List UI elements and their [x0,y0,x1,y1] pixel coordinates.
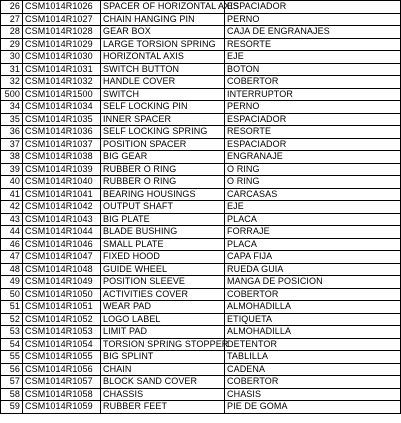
description-spanish-cell: RESORTE [225,126,401,139]
table-row [1,401,401,414]
row-number-cell: 28 [1,26,23,39]
part-code-cell: CSM1014R1038 [23,151,101,164]
parts-table-body [1,1,401,414]
row-number-cell: 30 [1,51,23,64]
description-spanish-cell: EJE [225,51,401,64]
table-row [1,301,401,314]
part-code-cell: CSM1014R1041 [23,188,101,201]
description-english-cell: LOGO LABEL [101,313,225,326]
row-number-cell: 36 [1,126,23,139]
description-english-cell: LIMIT PAD [101,326,225,339]
description-spanish-cell: CHASIS [225,388,401,401]
row-number-cell: 48 [1,263,23,276]
description-english-cell: GUIDE WHEEL [101,263,225,276]
row-number-cell: 57 [1,376,23,389]
part-code-cell: CSM1014R1057 [23,376,101,389]
description-english-cell: CHAIN [101,363,225,376]
part-code-cell: CSM1014R1040 [23,176,101,189]
description-english-cell: SWITCH BUTTON [101,63,225,76]
part-code-cell: CSM1014R1028 [23,26,101,39]
row-number-cell: 47 [1,251,23,264]
description-english-cell: HANDLE COVER [101,76,225,89]
description-spanish-cell: ALMOHADILLA [225,301,401,314]
description-english-cell: INNER SPACER [101,113,225,126]
description-english-cell: TORSION SPRING STOPPER [101,338,225,351]
table-row [1,1,401,14]
description-spanish-cell: CADENA [225,363,401,376]
row-number-cell: 52 [1,313,23,326]
table-row [1,213,401,226]
part-code-cell: CSM1014R1034 [23,101,101,114]
description-english-cell: POSITION SPACER [101,138,225,151]
description-spanish-cell: PERNO [225,101,401,114]
table-row [1,138,401,151]
description-spanish-cell: CARCASAS [225,188,401,201]
description-spanish-cell: PIE DE GOMA [225,401,401,414]
row-number-cell: 27 [1,13,23,26]
table-row [1,226,401,239]
table-row [1,288,401,301]
row-number-cell: 29 [1,38,23,51]
table-row [1,101,401,114]
description-spanish-cell: DETENTOR [225,338,401,351]
table-row [1,326,401,339]
table-row [1,188,401,201]
row-number-cell: 31 [1,63,23,76]
description-spanish-cell: O RING [225,176,401,189]
description-spanish-cell: ESPACIADOR [225,138,401,151]
part-code-cell: CSM1014R1039 [23,163,101,176]
table-row [1,388,401,401]
row-number-cell: 37 [1,138,23,151]
description-english-cell: LARGE TORSION SPRING [101,38,225,51]
description-english-cell: BLADE BUSHING [101,226,225,239]
table-row [1,238,401,251]
row-number-cell: 58 [1,388,23,401]
row-number-cell: 50 [1,288,23,301]
description-spanish-cell: ETIQUETA [225,313,401,326]
part-code-cell: CSM1014R1044 [23,226,101,239]
description-english-cell: OUTPUT SHAFT [101,201,225,214]
description-spanish-cell: PLACA [225,238,401,251]
row-number-cell: 38 [1,151,23,164]
description-spanish-cell: ENGRANAJE [225,151,401,164]
table-row [1,363,401,376]
row-number-cell: 53 [1,326,23,339]
part-code-cell: CSM1014R1031 [23,63,101,76]
description-spanish-cell: MANGA DE POSICION [225,276,401,289]
table-row [1,263,401,276]
table-row [1,276,401,289]
description-english-cell: SWITCH [101,88,225,101]
description-english-cell: SMALL PLATE [101,238,225,251]
description-english-cell: BIG SPLINT [101,351,225,364]
description-english-cell: RUBBER O RING [101,176,225,189]
part-code-cell: CSM1014R1050 [23,288,101,301]
table-row [1,38,401,51]
table-row [1,113,401,126]
row-number-cell: 43 [1,213,23,226]
row-number-cell: 34 [1,101,23,114]
table-row [1,201,401,214]
description-english-cell: CHASSIS [101,388,225,401]
table-row [1,26,401,39]
description-english-cell: RUBBER FEET [101,401,225,414]
table-row [1,13,401,26]
row-number-cell: 56 [1,363,23,376]
row-number-cell: 39 [1,163,23,176]
table-row [1,63,401,76]
row-number-cell: 54 [1,338,23,351]
part-code-cell: CSM1014R1042 [23,201,101,214]
table-row [1,338,401,351]
row-number-cell: 500 [1,88,23,101]
description-spanish-cell: FORRAJE [225,226,401,239]
part-code-cell: CSM1014R1046 [23,238,101,251]
row-number-cell: 26 [1,1,23,14]
description-english-cell: WEAR PAD [101,301,225,314]
description-spanish-cell: CAJA DE ENGRANAJES [225,26,401,39]
description-spanish-cell: ESPACIADOR [225,113,401,126]
table-row [1,163,401,176]
description-english-cell: RUBBER O RING [101,163,225,176]
row-number-cell: 49 [1,276,23,289]
table-row [1,51,401,64]
table-row [1,151,401,164]
description-english-cell: POSITION SLEEVE [101,276,225,289]
part-code-cell: CSM1014R1054 [23,338,101,351]
row-number-cell: 40 [1,176,23,189]
part-code-cell: CSM1014R1055 [23,351,101,364]
description-spanish-cell: COBERTOR [225,76,401,89]
description-english-cell: BEARING HOUSINGS [101,188,225,201]
description-spanish-cell: PLACA [225,213,401,226]
description-english-cell: GEAR BOX [101,26,225,39]
row-number-cell: 42 [1,201,23,214]
description-english-cell: BIG PLATE [101,213,225,226]
description-spanish-cell: O RING [225,163,401,176]
row-number-cell: 46 [1,238,23,251]
part-code-cell: CSM1014R1053 [23,326,101,339]
row-number-cell: 44 [1,226,23,239]
table-row [1,251,401,264]
table-row [1,376,401,389]
part-code-cell: CSM1014R1032 [23,76,101,89]
table-row [1,126,401,139]
part-code-cell: CSM1014R1035 [23,113,101,126]
part-code-cell: CSM1014R1059 [23,401,101,414]
table-row [1,313,401,326]
description-spanish-cell: CAPA FIJA [225,251,401,264]
description-spanish-cell: EJE [225,201,401,214]
description-english-cell: SELF LOCKING PIN [101,101,225,114]
part-code-cell: CSM1014R1037 [23,138,101,151]
table-row [1,76,401,89]
description-spanish-cell: COBERTOR [225,376,401,389]
row-number-cell: 35 [1,113,23,126]
description-spanish-cell: TABLILLA [225,351,401,364]
description-spanish-cell: RESORTE [225,38,401,51]
row-number-cell: 59 [1,401,23,414]
table-row [1,88,401,101]
description-english-cell: CHAIN HANGING PIN [101,13,225,26]
row-number-cell: 41 [1,188,23,201]
part-code-cell: CSM1014R1052 [23,313,101,326]
table-row [1,351,401,364]
description-english-cell: HORIZONTAL AXIS [101,51,225,64]
table-row [1,176,401,189]
part-code-cell: CSM1014R1051 [23,301,101,314]
row-number-cell: 32 [1,76,23,89]
description-english-cell: BIG GEAR [101,151,225,164]
description-spanish-cell: RUEDA GUIA [225,263,401,276]
description-spanish-cell: PERNO [225,13,401,26]
part-code-cell: CSM1014R1029 [23,38,101,51]
part-code-cell: CSM1014R1026 [23,1,101,14]
description-spanish-cell: BOTON [225,63,401,76]
row-number-cell: 51 [1,301,23,314]
row-number-cell: 55 [1,351,23,364]
part-code-cell: CSM1014R1058 [23,388,101,401]
description-spanish-cell: ALMOHADILLA [225,326,401,339]
part-code-cell: CSM1014R1049 [23,276,101,289]
description-english-cell: SPACER OF HORIZONTAL AXIS [101,1,225,14]
part-code-cell: CSM1014R1036 [23,126,101,139]
part-code-cell: CSM1014R1043 [23,213,101,226]
part-code-cell: CSM1014R1030 [23,51,101,64]
part-code-cell: CSM1014R1047 [23,251,101,264]
description-spanish-cell: INTERRUPTOR [225,88,401,101]
part-code-cell: CSM1014R1027 [23,13,101,26]
part-code-cell: CSM1014R1056 [23,363,101,376]
part-code-cell: CSM1014R1048 [23,263,101,276]
description-english-cell: FIXED HOOD [101,251,225,264]
description-english-cell: SELF LOCKING SPRING [101,126,225,139]
description-english-cell: BLOCK SAND COVER [101,376,225,389]
description-spanish-cell: ESPACIADOR [225,1,401,14]
description-spanish-cell: COBERTOR [225,288,401,301]
part-code-cell: CSM1014R1500 [23,88,101,101]
description-english-cell: ACTIVITIES COVER [101,288,225,301]
